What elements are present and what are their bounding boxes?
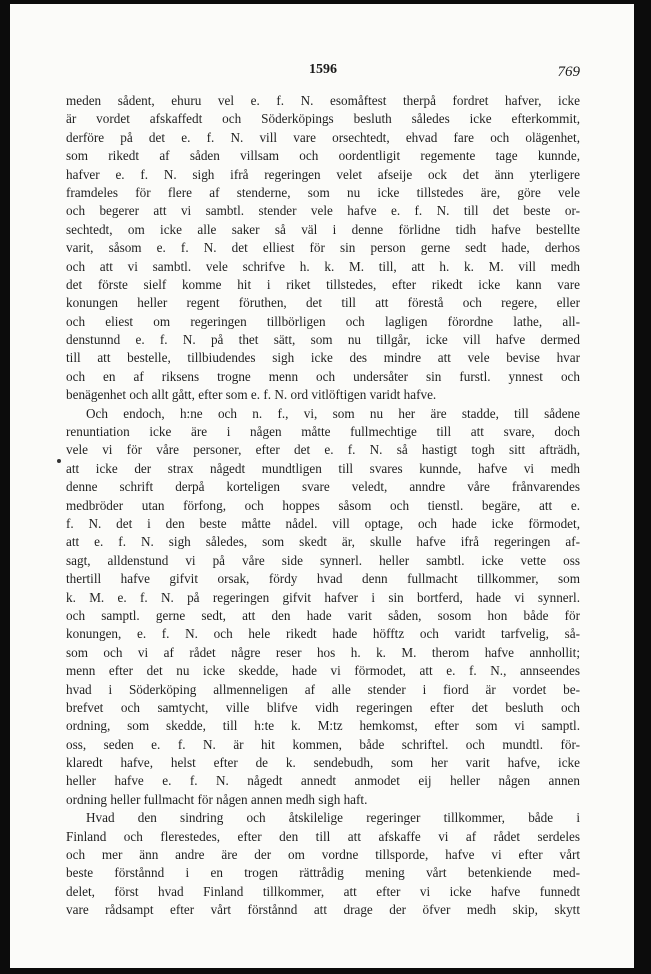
text-line: brefvet och samtycht, ville blifve vidh regeringen efter det besluth och bbox=[66, 699, 580, 715]
text-line: som rikedt af såden villsam och oordentligit regemente tage kunnde, bbox=[66, 148, 580, 164]
text-line: meden sådent, ehuru vel e. f. N. esomåftest therpå fordret hafver, icke bbox=[66, 93, 580, 108]
text-line: heller hafve e. f. N. någedt annedt anmodet eij heller någen annen bbox=[66, 773, 580, 789]
text-line: derföre på det e. f. N. vill vare orsechtedt, ehvad fare och olägenhet, bbox=[66, 129, 580, 145]
text-line: konungen heller regent föruthen, det till att förestå och regere, eller bbox=[66, 295, 580, 311]
page-year: 1596 bbox=[309, 62, 337, 77]
text-line: denstunnd e. f. N. på thet sätt, som nu tillgår, icke vill hafve dermed bbox=[66, 332, 580, 348]
text-line: är vordet afskaffedt och Söderköpings besluth således icke efterkommit, bbox=[66, 111, 580, 127]
paragraph-start-line: Hvad den sindring och åtskilelige regeringer tillkommer, både i bbox=[86, 810, 580, 826]
page-header bbox=[66, 62, 580, 82]
text-line: sagt, alldenstund vi på våre side synnerl. heller sambtl. icke vette oss bbox=[66, 552, 580, 568]
text-line: renuntiation icke äre i någen måtte fullmechtige till att svare, doch bbox=[66, 424, 580, 440]
text-line: f. N. det i den beste måtte nådel. vill optage, och hade icke förmodet, bbox=[66, 515, 580, 531]
text-line: oss, seden e. f. N. är hit kommen, både schriftel. och mundtl. för- bbox=[66, 736, 580, 752]
margin-mark bbox=[57, 459, 61, 463]
text-line: beste förstånnd i en trogen rättrådig mening vårt betenkiende med- bbox=[66, 865, 580, 881]
text-line: att icke der strax någedt mundtligen till svares kunnde, hafve vi medh bbox=[66, 460, 580, 476]
text-line: och att vi sambtl. vele schrifve h. k. M. till, att h. k. M. vill medh bbox=[66, 258, 580, 274]
text-line: medbröder utan förfong, och hoppes såsom och tienstl. begäre, att e. bbox=[66, 497, 580, 513]
text-line: thertill hafve gifvit orsak, fördy hvad denn fullmacht tillkommer, som bbox=[66, 571, 580, 587]
text-line: vare rådsampt efter vårt förstånnd att drage der öfver medh skip, skytt bbox=[66, 902, 580, 918]
text-line: att e. f. N. sigh således, som skedt är, skulle hafve ifrå regeringen af- bbox=[66, 534, 580, 550]
text-line: k. M. e. f. N. på regeringen gifvit hafver i sin bortferd, hade vi synnerl. bbox=[66, 589, 580, 605]
scan-border-left bbox=[0, 0, 10, 974]
scan-border-right bbox=[634, 0, 651, 974]
text-line: sechtedt, om icke alle saker så väl i denne förlidne tidh hafve bestellte bbox=[66, 221, 580, 237]
text-line: menn efter det nu icke skedde, hade vi förmodet, att e. f. N., annseendes bbox=[66, 663, 580, 679]
text-line: delet, först hvad Finland tillkommer, att efter vi icke hafve funnedt bbox=[66, 883, 580, 899]
page-number: 769 bbox=[557, 64, 580, 80]
body-text bbox=[66, 92, 580, 920]
scan-border-bottom bbox=[0, 968, 651, 974]
text-line: benägenhet och allt gått, efter som e. f. N. ord vitlöftigen varidt hafve. bbox=[66, 387, 437, 403]
text-line: och en af riksens trogne menn och undersåter sin furstl. ynnest och bbox=[66, 368, 580, 384]
text-line: framdeles för flere af stenderne, som nu icke tillstedes äre, göre vele bbox=[66, 184, 580, 200]
text-line: ordning, som skedde, till h:te k. M:tz hemkomst, efter som vi samptl. bbox=[66, 718, 580, 734]
text-line: till att bestelle, tillbiudendes sigh icke des mindre att vele bevise hvar bbox=[66, 350, 580, 366]
text-line: Finland och flerestedes, efter den till att afskaffe vi af rådet serdeles bbox=[66, 828, 580, 844]
text-line: och begerer att vi sambtl. stender vele hafve e. f. N. till det beste or- bbox=[66, 203, 580, 219]
text-line: hafver e. f. N. sigh ifrå regeringen velet afseije ock det änn yterligere bbox=[66, 166, 580, 182]
paragraph-start-line: Och endoch, h:ne och n. f., vi, som nu her äre stadde, till sådene bbox=[86, 405, 580, 421]
text-line: det förste sielf komme hit i riket tillstedes, efter rikedt icke kann vare bbox=[66, 276, 580, 292]
text-line: och eliest om regeringen tillbörligen och lagligen förordne lathe, all- bbox=[66, 313, 580, 329]
text-line: konungen, e. f. N. och hele rikedt hade höfftz och varidt tarfvelig, så- bbox=[66, 626, 580, 642]
text-line: varit, såsom e. f. N. det elliest för sin person gerne sedt hade, derhos bbox=[66, 240, 580, 256]
text-line: klaredt hafve, helst efter de k. sendebudh, som her varit hafve, icke bbox=[66, 755, 580, 771]
text-line: och mer änn andre äre der om vordne tillsporde, hafve vi efter vårt bbox=[66, 847, 580, 863]
text-line: denne schrift derpå korteligen svare veledt, anndre våre frånvarendes bbox=[66, 479, 580, 495]
text-line: hvad i Söderköping allmenneligen af alle stender i fiord är vordet be- bbox=[66, 681, 580, 697]
text-line: och samptl. gerne sedt, att den hade varit såden, sosom hon både för bbox=[66, 607, 580, 623]
text-line: vele vi för våre personer, efter det e. f. N. så hastigt togh sitt afträdh, bbox=[66, 442, 580, 458]
text-line: som och vi af rådet någre reser hos h. k. M. therom hafve annhollit; bbox=[66, 644, 580, 660]
text-line: ordning heller fullmacht för någen annen medh sigh haft. bbox=[66, 791, 368, 807]
